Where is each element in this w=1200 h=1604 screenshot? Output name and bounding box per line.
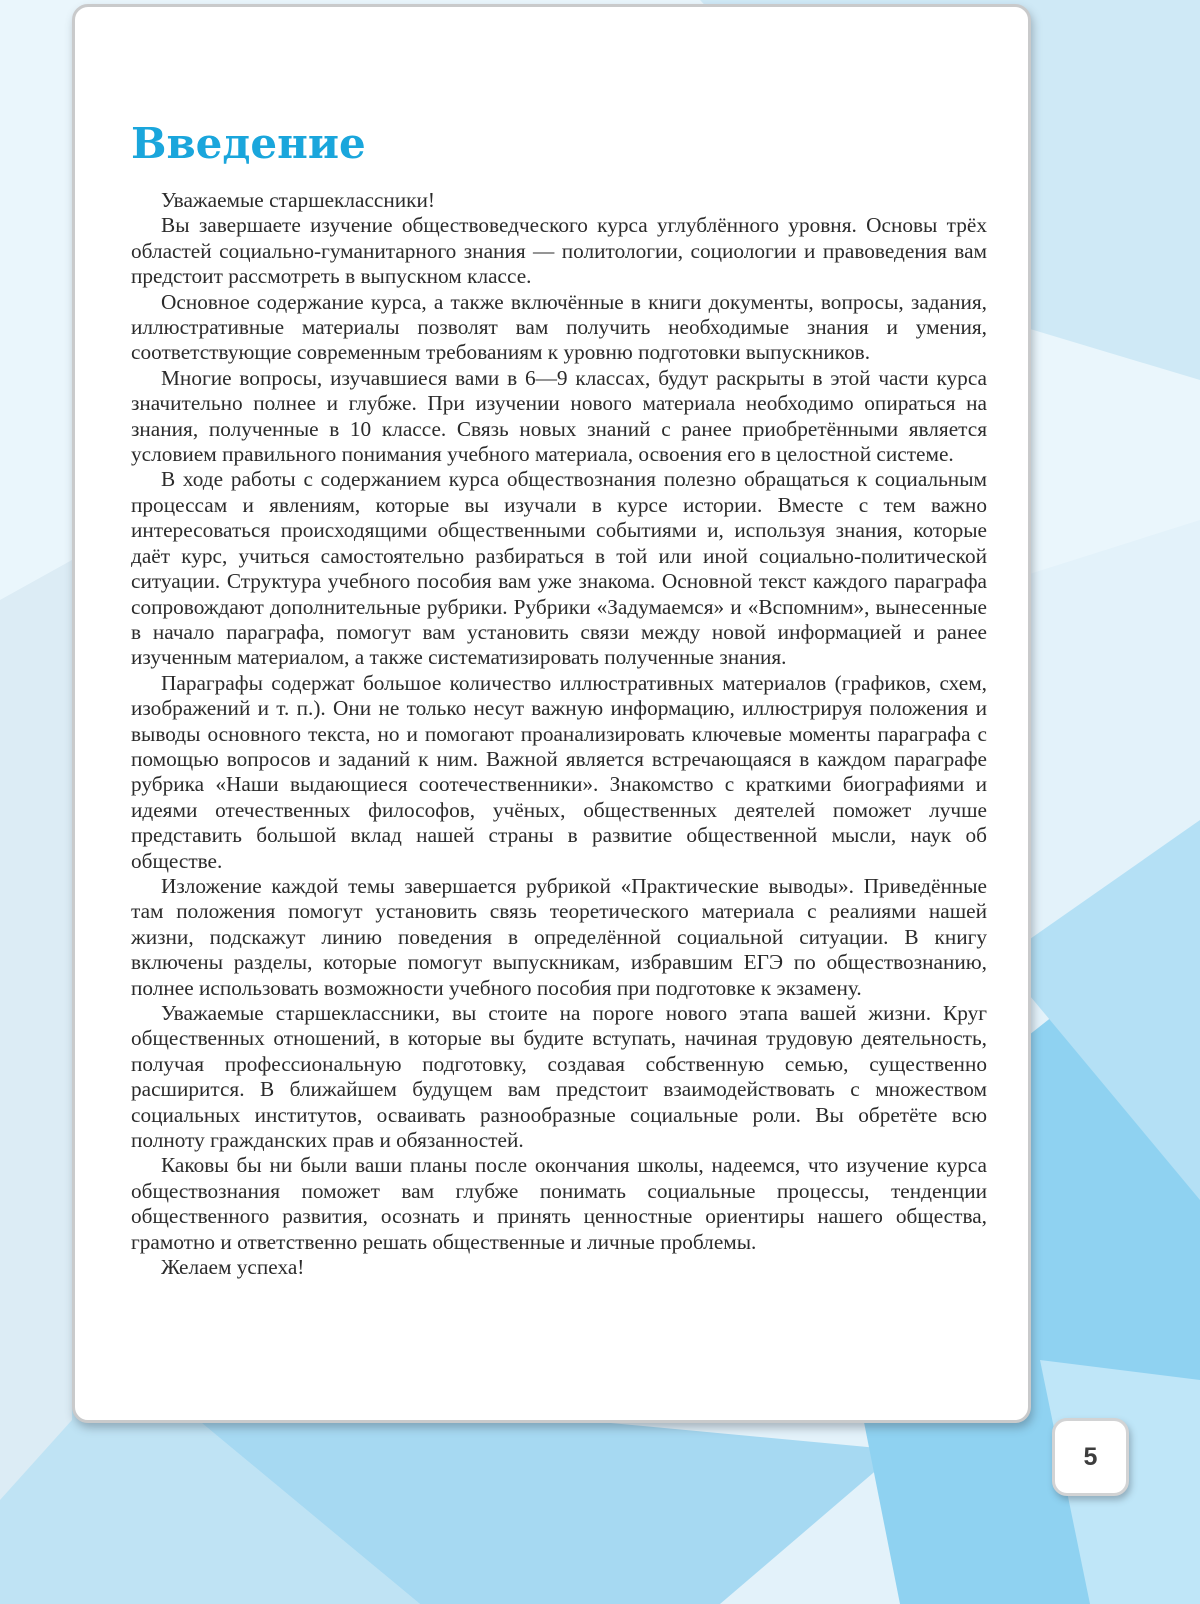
page-number: 5: [1052, 1418, 1129, 1496]
page-title: Введение: [131, 119, 366, 168]
paragraph: Основное содержание курса, а также включённые в книги документы, вопросы, задания, иллюстративные материалы позволят вам получить необходимые знания и умения, соответствующие современным требованиям к уровню подготовки выпускников.: [131, 289, 987, 365]
paragraph: В ходе работы с содержанием курса обществознания полезно обращаться к социальным процессам и явлениям, которые вы изучали в курсе истории. Вместе с тем важно интересоваться происходящими общественными событиями и, используя знания, которые даёт курс, учиться самостоятельно разбираться в той или иной социально-политической ситуации. Структура учебного пособия вам уже знакома. Основной текст каждого параграфа сопровождают дополнительные рубрики. Рубрики «Задумаемся» и «Вспомним», вынесенные в начало параграфа, помогут вам установить связи между новой информацией и ранее изученным материалом, а также систематизировать полученные знания.: [131, 467, 987, 670]
paragraph: Вы завершаете изучение обществоведческого курса углублённого уровня. Основы трёх областей социально-гуманитарного знания — политологии, социологии и правоведения вам предстоит рассмотреть в выпускном классе.: [131, 213, 987, 289]
paragraph: Желаем успеха!: [161, 1255, 305, 1280]
body-text: [131, 188, 987, 1280]
paragraph: Уважаемые старшеклассники, вы стоите на пороге нового этапа вашей жизни. Круг общественных отношений, в которые вы будите вступать, начиная трудовую деятельность, получая профессиональную подготовку, создавая собственную семью, существенно расширится. В ближайшем будущем вам предстоит взаимодействовать с множеством социальных институтов, осваивать разнообразные социальные роли. Вы обретёте всю полноту гражданских прав и обязанностей.: [131, 1001, 987, 1153]
paragraph: Параграфы содержат большое количество иллюстративных материалов (графиков, схем, изображений и т. п.). Они не только несут важную информацию, иллюстрируя положения и выводы основного текста, но и помогают проанализировать ключевые моменты параграфа с помощью вопросов и заданий к ним. Важной является встречающаяся в каждом параграфе рубрика «Наши выдающиеся соотечественники». Знакомство с краткими биографиями и идеями отечественных философов, учёных, общественных деятелей поможет лучше представить большой вклад нашей страны в развитие общественной мысли, наук об обществе.: [131, 670, 987, 873]
paragraph: Изложение каждой темы завершается рубрикой «Практические выводы». Приведённые там положения помогут установить связь теоретического материала с реалиями нашей жизни, подскажут линию поведения в определённой социальной ситуации. В книгу включены разделы, которые помогут выпускникам, избравшим ЕГЭ по обществознанию, полнее использовать возможности учебного пособия при подготовке к экзамену.: [131, 873, 987, 1000]
paragraph: Многие вопросы, изучавшиеся вами в 6—9 классах, будут раскрыты в этой части курса значительно полнее и глубже. При изучении нового материала необходимо опираться на знания, полученные в 10 классе. Связь новых знаний с ранее приобретёнными является условием правильного понимания учебного материала, освоения его в целостной системе.: [131, 365, 987, 467]
paragraph: Уважаемые старшеклассники!: [161, 188, 436, 212]
paragraph: Каковы бы ни были ваши планы после окончания школы, надеемся, что изучение курса обществознания поможет вам глубже понимать социальные процессы, тенденции общественного развития, осознать и принять ценностные ориентиры нашего общества, грамотно и ответственно решать общественные и личные проблемы.: [131, 1153, 987, 1254]
